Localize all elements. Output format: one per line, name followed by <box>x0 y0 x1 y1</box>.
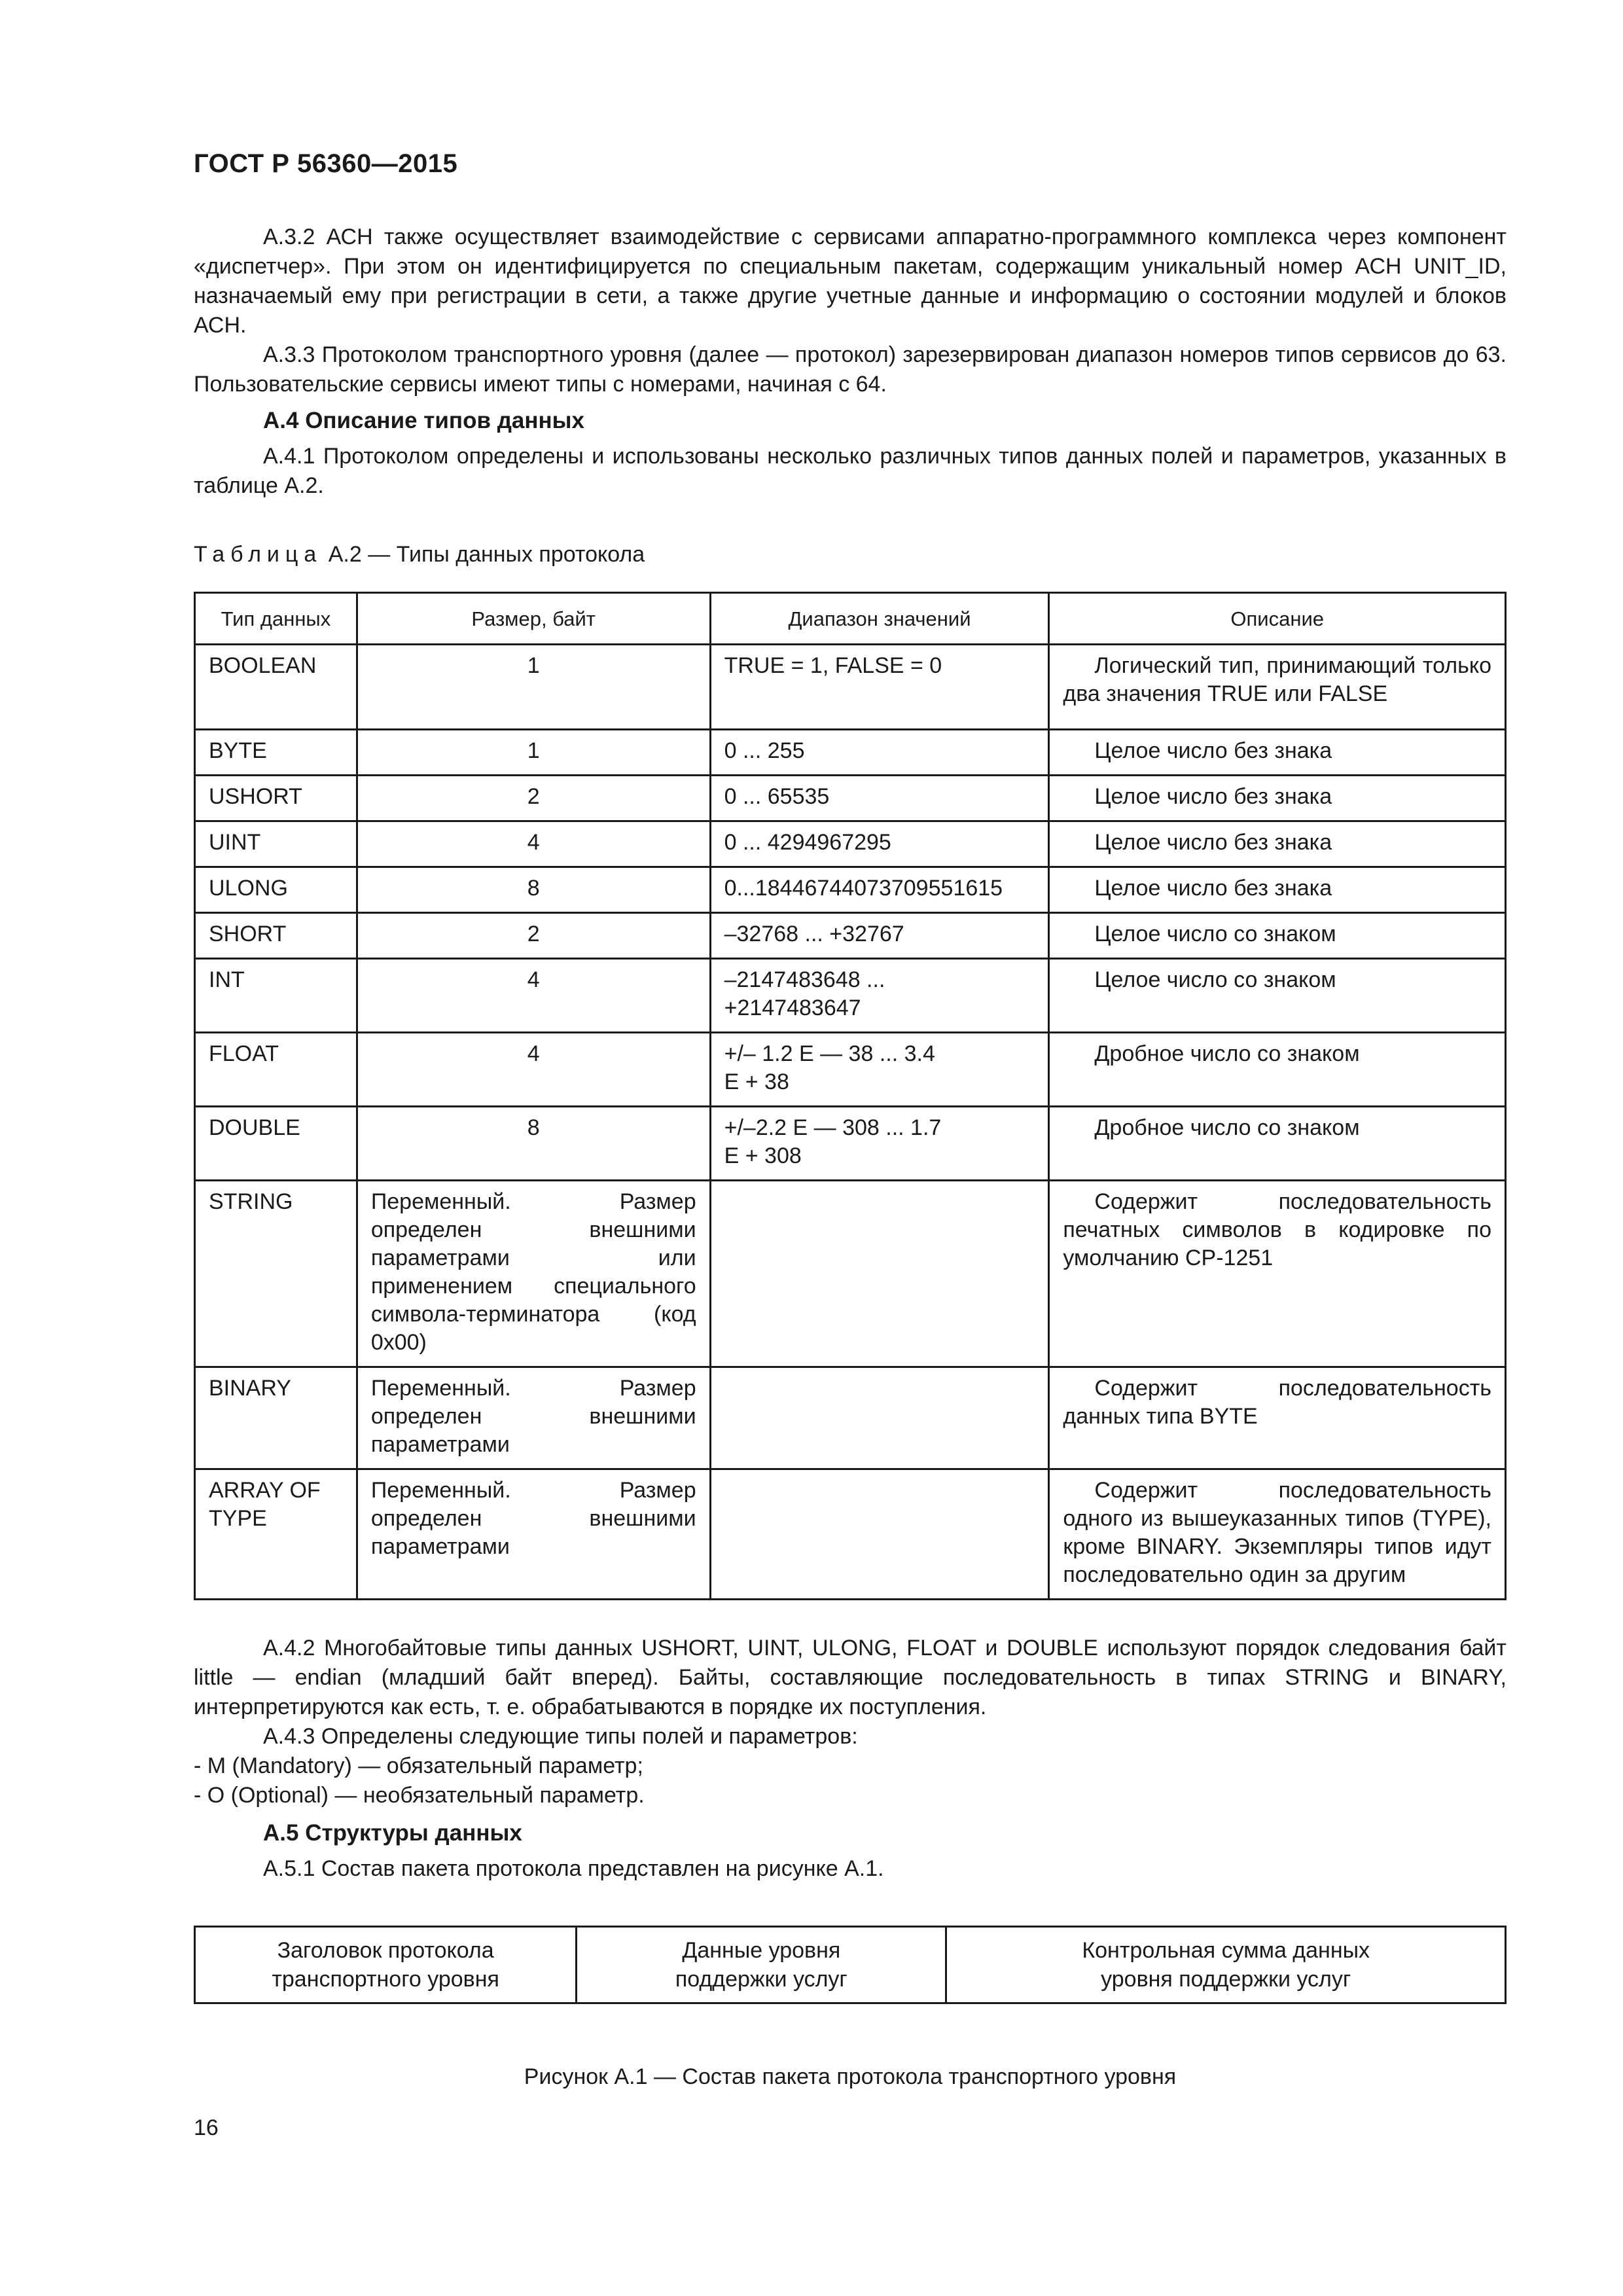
cell-type: USHORT <box>195 776 357 821</box>
intro-text-block <box>194 223 1507 501</box>
paragraph-a4-2: А.4.2 Многобайтовые типы данных USHORT, UINT, ULONG, FLOAT и DOUBLE используют порядок следования байт little — endian (младший байт вперед). Байты, составляющие последовательность в типах STRING и BINARY, интерпретируются как есть, т. е. обрабатываются в порядке их поступления. <box>194 1636 1507 1719</box>
figure-cell-checksum <box>946 1927 1506 2003</box>
header-range: Диапазон значений <box>710 593 1049 645</box>
heading-a4: А.4 Описание типов данных <box>263 408 585 433</box>
cell-size: 8 <box>357 1107 710 1181</box>
figure-caption: Рисунок А.1 — Состав пакета протокола транспортного уровня <box>524 2064 1177 2089</box>
paragraph-a4-3: А.4.3 Определены следующие типы полей и параметров: <box>263 1724 858 1749</box>
cell-description-text: Содержит последовательность одного из вышеуказанных типов (TYPE), кроме BINARY. Экземпляры типов идут последовательно один за другим <box>1063 1478 1491 1587</box>
cell-size: Переменный. Размер определен внешними параметрами <box>357 1469 710 1600</box>
cell-range <box>710 1469 1049 1600</box>
cell-description <box>1049 776 1506 821</box>
cell-type: SHORT <box>195 913 357 959</box>
cell-size: 8 <box>357 867 710 913</box>
cell-size: 2 <box>357 913 710 959</box>
cell-description <box>1049 1181 1506 1367</box>
table-header-row <box>195 593 1506 645</box>
cell-type: DOUBLE <box>195 1107 357 1181</box>
cell-description <box>1049 1469 1506 1600</box>
cell-size: 4 <box>357 821 710 867</box>
table-row <box>195 959 1506 1033</box>
paragraph-a3-2: А.3.2 АСН также осуществляет взаимодействие с сервисами аппаратно-программного комплекса через компонент «диспетчер». При этом он идентифицируется по специальным пакетам, содержащим уникальный номер АСН UNIT_ID, назначаемый ему при регистрации в сети, а также другие учетные данные и информацию о состоянии модулей и блоков АСН. <box>194 224 1507 338</box>
cell-description <box>1049 821 1506 867</box>
paragraph-a5-1: А.5.1 Состав пакета протокола представлен на рисунке А.1. <box>263 1856 884 1881</box>
cell-range <box>710 1367 1049 1469</box>
packet-structure-figure <box>194 1926 1507 2004</box>
table-row <box>195 1469 1506 1600</box>
heading-a5: А.5 Структуры данных <box>263 1820 522 1846</box>
cell-type: BYTE <box>195 730 357 776</box>
cell-description-text: Целое число со знаком <box>1094 922 1336 946</box>
cell-type: ULONG <box>195 867 357 913</box>
cell-type: INT <box>195 959 357 1033</box>
cell-range: +/–2.2 E — 308 ... 1.7 E + 308 <box>710 1107 1049 1181</box>
figure-row <box>195 1927 1506 2003</box>
table-row <box>195 730 1506 776</box>
cell-description-text: Содержит последовательность печатных символов в кодировке по умолчанию СР-1251 <box>1063 1189 1491 1270</box>
cell-range: –32768 ... +32767 <box>710 913 1049 959</box>
cell-description-text: Логический тип, принимающий только два значения TRUE или FALSE <box>1063 653 1491 706</box>
figure-cell-header <box>195 1927 577 2003</box>
cell-description <box>1049 730 1506 776</box>
header-description: Описание <box>1049 593 1506 645</box>
cell-range: +/– 1.2 E — 38 ... 3.4 E + 38 <box>710 1033 1049 1107</box>
cell-range <box>710 1181 1049 1367</box>
cell-description-text: Целое число без знака <box>1094 830 1332 855</box>
cell-description-text: Целое число без знака <box>1094 784 1332 809</box>
figure-cell-line: транспортного уровня <box>272 1967 499 1992</box>
cell-type: FLOAT <box>195 1033 357 1107</box>
cell-description <box>1049 913 1506 959</box>
cell-description-text: Целое число без знака <box>1094 876 1332 901</box>
table-row <box>195 1107 1506 1181</box>
paragraph-a4-1: А.4.1 Протоколом определены и использованы несколько различных типов данных полей и параметров, указанных в таблице А.2. <box>194 444 1507 498</box>
cell-description-text: Содержит последовательность данных типа BYTE <box>1063 1376 1491 1429</box>
figure-cell-line: уровня поддержки услуг <box>1101 1967 1351 1992</box>
cell-size: Переменный. Размер определен внешними параметрами <box>357 1367 710 1469</box>
figure-cell-line: поддержки услуг <box>675 1967 847 1992</box>
cell-type: BINARY <box>195 1367 357 1469</box>
cell-description-text: Целое число со знаком <box>1094 967 1336 992</box>
cell-description <box>1049 959 1506 1033</box>
figure-cell-data <box>577 1927 946 2003</box>
list-item: - О (Optional) — необязательный параметр. <box>194 1783 645 1808</box>
list-item: - М (Mandatory) — обязательный параметр; <box>194 1753 643 1778</box>
page-number: 16 <box>194 2115 219 2140</box>
after-table-text-block <box>194 1634 1507 1884</box>
cell-description-text: Дробное число со знаком <box>1094 1041 1360 1066</box>
cell-size: 4 <box>357 959 710 1033</box>
cell-range: 0...18446744073709551615 <box>710 867 1049 913</box>
data-types-table <box>194 592 1507 1600</box>
cell-description-text: Дробное число со знаком <box>1094 1115 1360 1140</box>
cell-size: Переменный. Размер определен внешними параметрами или применением специального символа-терминатора (код 0x00) <box>357 1181 710 1367</box>
paragraph-a3-3: А.3.3 Протоколом транспортного уровня (далее — протокол) зарезервирован диапазон номеров типов сервисов до 63. Пользовательские сервисы имеют типы с номерами, начиная с 64. <box>194 342 1507 397</box>
cell-description <box>1049 1033 1506 1107</box>
cell-range: TRUE = 1, FALSE = 0 <box>710 645 1049 730</box>
figure-cell-line: Данные уровня <box>682 1938 841 1963</box>
header-size: Размер, байт <box>357 593 710 645</box>
table-row <box>195 645 1506 730</box>
cell-range: –2147483648 ... +2147483647 <box>710 959 1049 1033</box>
cell-size: 2 <box>357 776 710 821</box>
cell-range: 0 ... 4294967295 <box>710 821 1049 867</box>
table-row <box>195 776 1506 821</box>
cell-description <box>1049 1367 1506 1469</box>
cell-type: BOOLEAN <box>195 645 357 730</box>
header-type: Тип данных <box>195 593 357 645</box>
cell-range: 0 ... 255 <box>710 730 1049 776</box>
table-caption-text: А.2 — Типы данных протокола <box>322 542 645 567</box>
table-row <box>195 913 1506 959</box>
table-row <box>195 867 1506 913</box>
table-row <box>195 1181 1506 1367</box>
table-caption <box>194 542 645 567</box>
cell-size: 1 <box>357 645 710 730</box>
cell-type: UINT <box>195 821 357 867</box>
cell-size: 1 <box>357 730 710 776</box>
cell-range: 0 ... 65535 <box>710 776 1049 821</box>
cell-type: STRING <box>195 1181 357 1367</box>
table-row <box>195 1033 1506 1107</box>
figure-cell-line: Заголовок протокола <box>277 1938 494 1963</box>
cell-description <box>1049 645 1506 730</box>
cell-size: 4 <box>357 1033 710 1107</box>
table-caption-prefix: Таблица <box>194 542 323 567</box>
table-row <box>195 821 1506 867</box>
page-header-standard-id: ГОСТ Р 56360—2015 <box>194 149 458 178</box>
cell-type: ARRAY OF TYPE <box>195 1469 357 1600</box>
cell-description-text: Целое число без знака <box>1094 738 1332 763</box>
table-row <box>195 1367 1506 1469</box>
figure-cell-line: Контрольная сумма данных <box>1082 1938 1370 1963</box>
cell-description <box>1049 867 1506 913</box>
cell-description <box>1049 1107 1506 1181</box>
